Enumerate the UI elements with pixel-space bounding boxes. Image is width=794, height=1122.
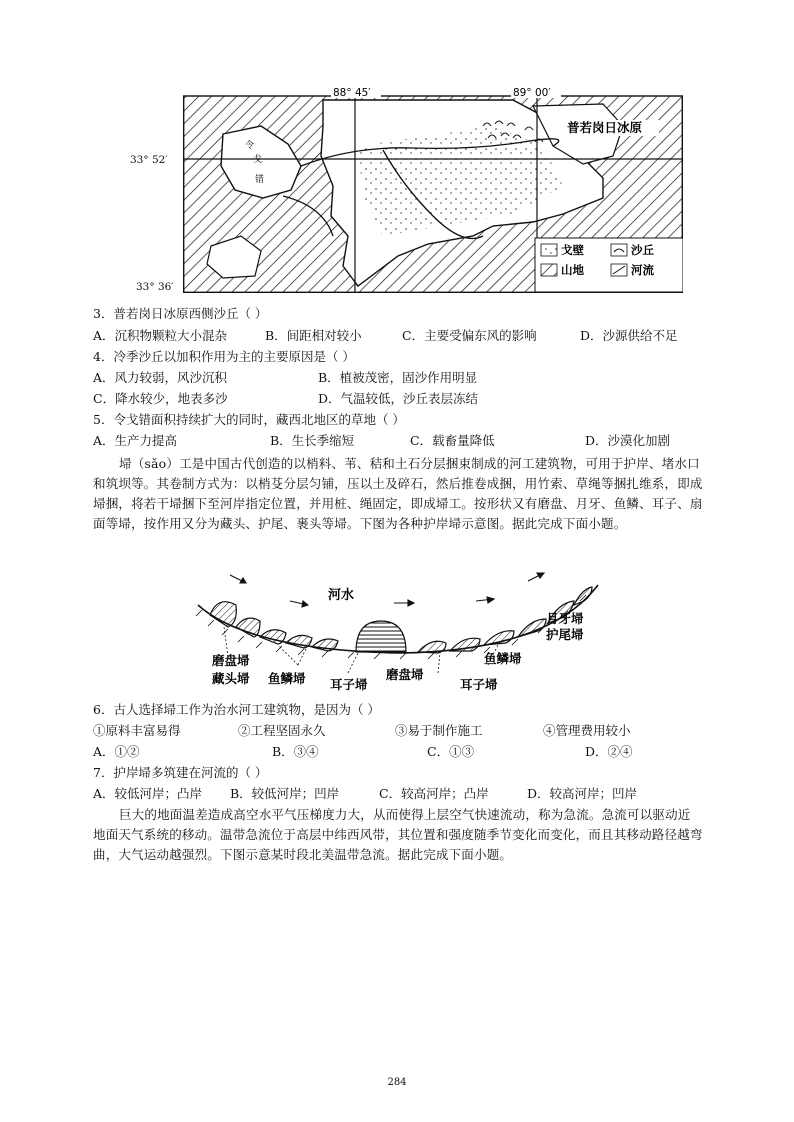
- q7-option-a[interactable]: A．较低河岸；凸岸: [93, 786, 203, 801]
- q6-statement-4: ④管理费用较小: [543, 723, 631, 738]
- label-yulin-2: 鱼鳞埽: [484, 651, 522, 666]
- q7-option-d[interactable]: D．较高河岸；凹岸: [527, 786, 638, 801]
- lake-label-2: 戈: [253, 155, 263, 165]
- revetment-units: [210, 587, 592, 653]
- glacier-label: 普若岗日冰原: [567, 120, 643, 135]
- legend-river: 河流: [631, 263, 654, 277]
- lat-top-label: 33° 52′: [130, 154, 168, 166]
- q4-stem: 4．冷季沙丘以加积作用为主的主要原因是（ ）: [93, 349, 355, 364]
- map-legend: [535, 238, 683, 292]
- q5-option-c[interactable]: C．载畜量降低: [410, 433, 495, 448]
- q4-option-a[interactable]: A．风力较弱，风沙沉积: [93, 370, 228, 385]
- label-yueya: 月牙埽: [546, 611, 584, 626]
- q6-option-d[interactable]: D．②④: [585, 744, 633, 759]
- q5-option-b[interactable]: B．生长季缩短: [270, 433, 355, 448]
- passage-saogong: [93, 454, 703, 534]
- q6-option-b[interactable]: B．③④: [272, 744, 319, 759]
- q3-option-d[interactable]: D．沙源供给不足: [580, 328, 678, 343]
- q3-stem: 3．普若岗日冰原西侧沙丘（ ）: [93, 306, 268, 321]
- q5-option-a[interactable]: A．生产力提高: [93, 433, 178, 448]
- lake-label-1: 令: [245, 141, 255, 151]
- q5-stem: 5．令戈错面积持续扩大的同时，藏西北地区的草地（ ）: [93, 412, 405, 427]
- label-huwei: 护尾埽: [546, 627, 584, 642]
- passage-saogong-text: 埽（sǎo）工是中国古代创造的以梢料、苇、秸和土石分层捆束制成的河工建筑物，可用于护岸、堵水口和筑坝等。其卷制方式为：以梢芟分层匀铺，压以土及碎石，然后推卷成捆，用竹索、草绳等捆扎维系，即成埽捆，将若干埽捆下至河岸指定位置，并用桩、绳固定，即成埽工。按形状又有磨盘、月牙、鱼鳞、耳子、扇面等埽，按作用又分为藏头、护尾、裹头等埽。下图为各种护岸埽示意图。据此完成下面小题。: [93, 456, 703, 531]
- q6-option-a[interactable]: A．①②: [93, 744, 140, 759]
- q6-stem: 6．古人选择埽工作为治水河工建筑物，是因为（ ）: [93, 702, 380, 717]
- q4-option-d[interactable]: D．气温较低，沙丘表层冻结: [318, 391, 479, 406]
- lake-label-3: 错: [255, 175, 265, 185]
- q3-option-c[interactable]: C．主要受偏东风的影响: [402, 328, 537, 343]
- q7-stem: 7．护岸埽多筑建在河流的（ ）: [93, 765, 268, 780]
- label-mopan-2: 磨盘埽: [386, 667, 424, 682]
- map-figure: [183, 86, 683, 293]
- passage-jetstream-text: 巨大的地面温差造成高空水平气压梯度力大，从而使得上层空气快速流动，称为急流。急流可以驱动近地面天气系统的移动。温带急流位于高层中纬西风带，其位置和强度随季节变化而变化，而且其移动路径越弯曲，大气运动越强烈。下图示意某时段北美温带急流。据此完成下面小题。: [93, 807, 703, 862]
- label-mopan-1: 磨盘埽: [212, 653, 250, 668]
- label-cangtou: 藏头埽: [212, 671, 250, 686]
- q6-statement-3: ③易于制作施工: [395, 723, 483, 738]
- lon-left-label: 88° 45′: [333, 87, 371, 99]
- lat-bottom-label: 33° 36′: [136, 281, 174, 293]
- q3-option-a[interactable]: A．沉积物颗粒大小混杂: [93, 328, 228, 343]
- page-number: 284: [387, 1077, 407, 1088]
- legend-dune: 沙丘: [631, 243, 654, 257]
- q4-option-c[interactable]: C．降水较少，地表多沙: [93, 391, 228, 406]
- legend-gobi: 戈壁: [561, 243, 584, 257]
- saogong-diagram: [188, 565, 613, 695]
- q7-option-c[interactable]: C．较高河岸；凸岸: [379, 786, 489, 801]
- q6-statement-1: ①原料丰富易得: [93, 723, 181, 738]
- legend-mountain: 山地: [561, 263, 584, 277]
- label-river-water: 河水: [328, 588, 355, 603]
- q5-option-d[interactable]: D．沙漠化加剧: [585, 433, 671, 448]
- q3-option-b[interactable]: B．间距相对较小: [265, 328, 362, 343]
- lon-right-label: 89° 00′: [513, 87, 551, 99]
- label-erzi-1: 耳子埽: [330, 677, 368, 692]
- q4-option-b[interactable]: B．植被茂密，固沙作用明显: [318, 370, 478, 385]
- label-erzi-2: 耳子埽: [460, 677, 498, 692]
- label-yulin-1: 鱼鳞埽: [268, 671, 306, 686]
- q7-option-b[interactable]: B．较低河岸；凹岸: [230, 786, 340, 801]
- flow-arrows: [230, 573, 544, 607]
- q6-statement-2: ②工程坚固永久: [238, 723, 326, 738]
- q6-option-c[interactable]: C．①③: [427, 744, 475, 759]
- passage-jetstream: [93, 805, 703, 865]
